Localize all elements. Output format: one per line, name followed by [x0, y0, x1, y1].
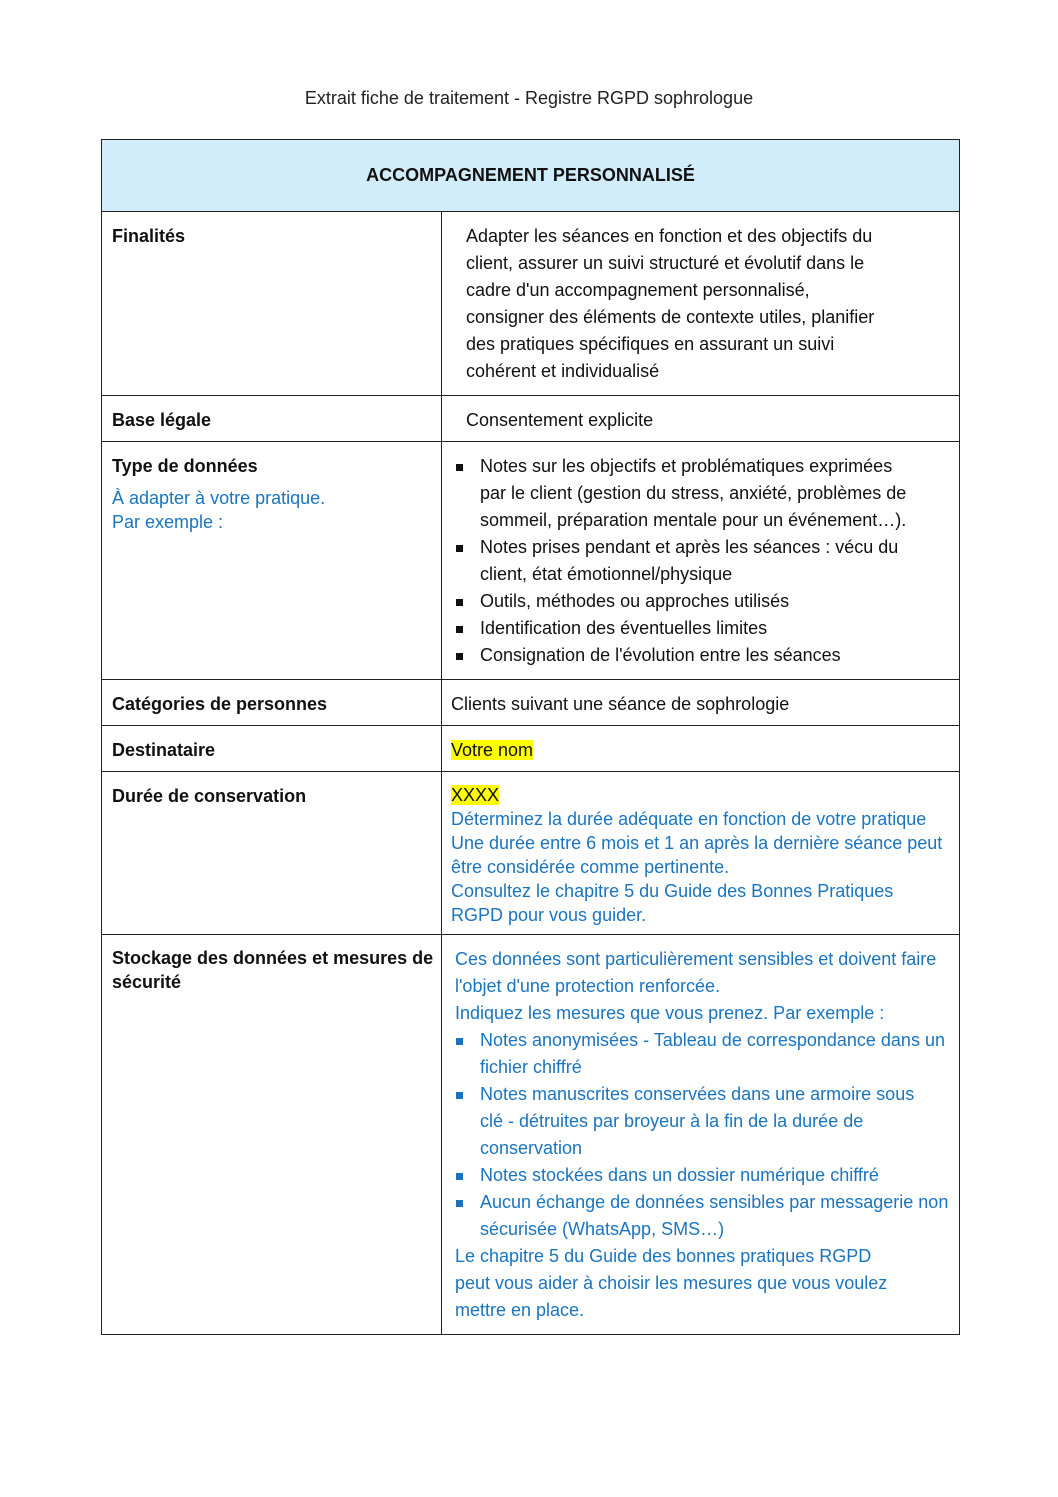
finalites-line: cohérent et individualisé: [466, 361, 660, 381]
bullet-line: clé - détruites par broyeur à la fin de la durée de: [480, 1111, 864, 1131]
bullet-line: Notes sur les objectifs et problématiques exprimées: [480, 456, 893, 476]
bullet-line: Notes prises pendant et après les séances : vécu du: [480, 537, 899, 557]
section-header: ACCOMPAGNEMENT PERSONNALISÉ: [102, 140, 960, 212]
type-donnees-hint: [112, 486, 441, 534]
bullet-square-icon: [456, 1038, 463, 1045]
bullet-line: Notes anonymisées - Tableau de correspondance dans un: [480, 1030, 945, 1050]
finalites-line: des pratiques spécifiques en assurant un suivi: [466, 334, 835, 354]
value-type-donnees: [442, 442, 960, 680]
row-base-legale: [102, 396, 960, 442]
stockage-label-line: sécurité: [112, 972, 182, 992]
label-categories: Catégories de personnes: [102, 680, 442, 726]
hint-line: Par exemple :: [112, 512, 224, 532]
list-item: [442, 615, 959, 642]
bullet-line: client, état émotionnel/physique: [480, 564, 733, 584]
header-row: [102, 140, 960, 212]
value-stockage: [442, 935, 960, 1335]
label-finalites: Finalités: [102, 212, 442, 396]
list-item: [442, 453, 959, 534]
bullet-square-icon: [456, 1173, 463, 1180]
stockage-label-line: Stockage des données et mesures de: [112, 948, 434, 968]
finalites-line: consigner des éléments de contexte utiles, planifier: [466, 307, 875, 327]
row-duree: [102, 772, 960, 935]
stockage-intro-line: Ces données sont particulièrement sensibles et doivent faire: [455, 949, 937, 969]
bullet-square-icon: [456, 626, 463, 633]
bullet-line: Aucun échange de données sensibles par messagerie non: [480, 1192, 949, 1212]
bullet-square-icon: [456, 1092, 463, 1099]
duree-line: Une durée entre 6 mois et 1 an après la dernière séance peut: [451, 833, 943, 853]
label-stockage: [102, 935, 442, 1335]
list-item: [442, 1081, 959, 1162]
bullet-square-icon: [456, 464, 463, 471]
bullet-line: Consignation de l'évolution entre les séances: [480, 645, 841, 665]
duree-line: RGPD pour vous guider.: [451, 905, 647, 925]
document-title: Extrait fiche de traitement - Registre RGPD sophrologue: [304, 88, 754, 108]
duree-line: Déterminez la durée adéquate en fonction de votre pratique: [451, 809, 927, 829]
bullet-line: sommeil, préparation mentale pour un événement…).: [480, 510, 907, 530]
treatment-record-table: [101, 139, 960, 1335]
label-duree: Durée de conservation: [102, 772, 442, 935]
list-item: [442, 1027, 959, 1081]
row-destinataire: [102, 726, 960, 772]
duree-placeholder-line: [451, 783, 959, 807]
hint-line: À adapter à votre pratique.: [112, 488, 326, 508]
list-item: [442, 1162, 959, 1189]
bullet-line: Notes stockées dans un dossier numérique chiffré: [480, 1165, 879, 1185]
bullet-square-icon: [456, 653, 463, 660]
list-item: [442, 534, 959, 588]
bullet-line: fichier chiffré: [480, 1057, 582, 1077]
value-duree: [442, 772, 960, 935]
stockage-outro-line: Le chapitre 5 du Guide des bonnes pratiques RGPD: [455, 1246, 872, 1266]
bullet-square-icon: [456, 1200, 463, 1207]
bullet-line: par le client (gestion du stress, anxiété, problèmes de: [480, 483, 907, 503]
value-finalites: [442, 212, 960, 396]
list-item: [442, 588, 959, 615]
label-destinataire: Destinataire: [102, 726, 442, 772]
bullet-line: Outils, méthodes ou approches utilisés: [480, 591, 790, 611]
stockage-intro-line: l'objet d'une protection renforcée.: [455, 976, 721, 996]
label-type-donnees: [102, 442, 442, 680]
row-finalites: [102, 212, 960, 396]
stockage-outro-line: mettre en place.: [455, 1300, 585, 1320]
stockage-bullet-list: [442, 1027, 959, 1243]
duree-line: être considérée comme pertinente.: [451, 857, 730, 877]
stockage-intro-line: Indiquez les mesures que vous prenez. Par exemple :: [455, 1003, 885, 1023]
bullet-line: sécurisée (WhatsApp, SMS…): [480, 1219, 725, 1239]
value-categories: Clients suivant une séance de sophrologie: [442, 680, 960, 726]
row-stockage: [102, 935, 960, 1335]
type-donnees-label: Type de données: [112, 456, 258, 476]
destinataire-value: Votre nom: [451, 740, 534, 760]
duree-line: Consultez le chapitre 5 du Guide des Bonnes Pratiques: [451, 881, 894, 901]
label-base-legale: Base légale: [102, 396, 442, 442]
row-categories: [102, 680, 960, 726]
value-destinataire: [442, 726, 960, 772]
finalites-line: cadre d'un accompagnement personnalisé,: [466, 280, 810, 300]
finalites-line: client, assurer un suivi structuré et évolutif dans le: [466, 253, 865, 273]
bullet-line: conservation: [480, 1138, 583, 1158]
stockage-outro-line: peut vous aider à choisir les mesures que vous voulez: [455, 1273, 888, 1293]
bullet-line: Notes manuscrites conservées dans une armoire sous: [480, 1084, 915, 1104]
row-type-donnees: [102, 442, 960, 680]
bullet-square-icon: [456, 545, 463, 552]
duree-placeholder: XXXX: [451, 785, 500, 805]
bullet-square-icon: [456, 599, 463, 606]
list-item: [442, 642, 959, 669]
bullet-line: Identification des éventuelles limites: [480, 618, 768, 638]
value-base-legale: Consentement explicite: [442, 396, 960, 442]
finalites-line: Adapter les séances en fonction et des objectifs du: [466, 226, 873, 246]
list-item: [442, 1189, 959, 1243]
